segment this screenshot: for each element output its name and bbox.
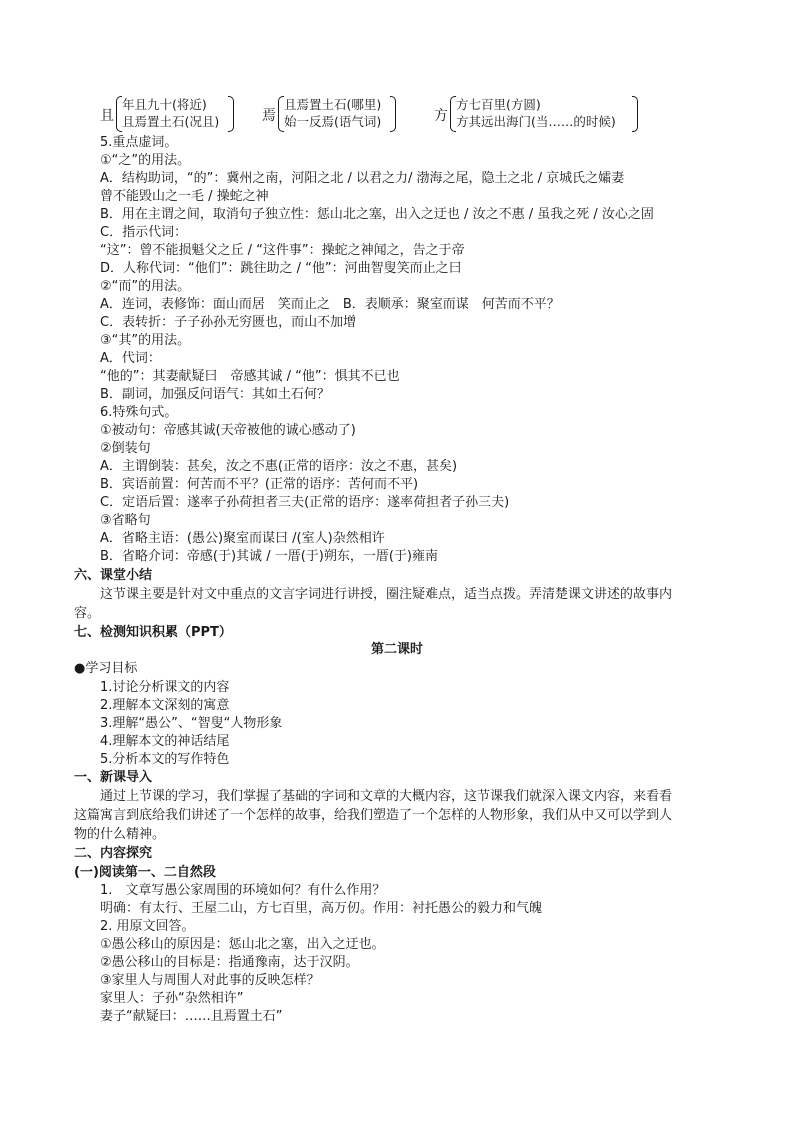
right-brace-icon (228, 96, 234, 132)
group-head: 焉 (262, 108, 276, 124)
group-line: 且焉置土石(况且) (122, 114, 220, 129)
section-heading: 七、检测知识积累（PPT） (74, 625, 232, 640)
question-line: 1. 文章写愚公家周围的环境如何？有什么作用？ (100, 883, 386, 898)
objective-item: 3.理解“愚公”、“智叟“人物形象 (100, 716, 283, 731)
answer-line: ③家里人与周围人对此事的反映怎样？ (100, 973, 320, 988)
text-line: B．省略介词：帝感(于)其诚 / 一厝(于)朔东，一厝(于)雍南 (100, 549, 438, 564)
text-line: D．人称代词：“他们”：跳往助之 / “他”：河曲智叟笑而止之曰 (100, 261, 462, 276)
text-line: ②倒装句 (100, 441, 151, 456)
paragraph-line: 这节课主要是针对文中重点的文言字词进行讲授，圈注疑难点，适当点拨。弄清楚课文讲述的故事内 (100, 587, 673, 602)
group-line: 方七百里(方圆) (456, 97, 541, 112)
text-line: A．省略主语：(愚公)聚室而谋曰 /(室人)杂然相许 (100, 531, 385, 546)
text-line: “他的”：其妻献疑曰 帝感其诚 / “他”：惧其不已也 (100, 369, 400, 384)
group-line: 始一反焉(语气词) (284, 114, 382, 129)
group-line: 方其远出海门(当……的时候) (456, 114, 616, 129)
text-line: C．指示代词： (100, 225, 188, 240)
word-group-yan (262, 96, 402, 132)
paragraph-line: 容。 (74, 606, 101, 621)
right-brace-icon (390, 96, 396, 132)
text-line: ①被动句：帝感其诚(天帝被他的诚心感动了) (100, 423, 356, 438)
paragraph-line: 这篇寓言到底给我们讲述了一个怎样的故事，给我们塑造了一个怎样的人物形象，我们从中又可以学到人 (74, 808, 673, 823)
answer-line: ②愚公移山的目标是：指通豫南，达于汉阴。 (100, 955, 359, 970)
lesson-title: 第二课时 (370, 642, 423, 657)
word-group-qie (100, 96, 240, 132)
paragraph-line: 通过上节课的学习，我们掌握了基础的字词和文章的大概内容，这节课我们就深入课文内容，来看看 (100, 789, 673, 804)
answer-line: 妻子“献疑曰：……且焉置土石” (100, 1009, 283, 1024)
text-line: B．宾语前置：何苦而不平？(正常的语序：苦何而不平) (100, 477, 419, 492)
text-line: A．主谓倒装：甚矣，汝之不惠(正常的语序：汝之不惠，甚矣) (100, 459, 458, 474)
text-line: 曾不能毁山之一毛 / 操蛇之神 (100, 189, 269, 204)
text-line: A．代词： (100, 351, 161, 366)
text-line: 5.重点虚词。 (100, 135, 178, 150)
answer-line: 家里人：子孙“杂然相许” (100, 991, 244, 1006)
objective-item: 5.分析本文的写作特色 (100, 752, 230, 767)
text-line: ③“其”的用法。 (100, 333, 191, 348)
text-line: B．副词，加强反问语气：其如土石何？ (100, 387, 330, 402)
section-heading: 六、课堂小结 (74, 568, 153, 583)
text-line: ②“而”的用法。 (100, 279, 191, 294)
objective-item: 1.讨论分析课文的内容 (100, 680, 230, 695)
paragraph-line: 物的什么精神。 (74, 827, 166, 842)
text-line: C．定语后置：遂率子孙荷担者三夫(正常的语序：遂率荷担者子孙三夫) (100, 495, 510, 510)
subsection-heading: (一)阅读第一、二自然段 (74, 865, 216, 880)
word-group-fang (434, 96, 644, 132)
text-line: ③省略句 (100, 513, 151, 528)
answer-line: ①愚公移山的原因是：惩山北之塞，出入之迂也。 (100, 937, 385, 952)
section-heading: 二、内容探究 (74, 846, 153, 861)
group-head: 且 (100, 108, 114, 124)
text-line: “这”：曾不能损魁父之丘 / “这件事”：操蛇之神闻之，告之于帝 (100, 243, 465, 258)
group-line: 年且九十(将近) (122, 97, 207, 112)
text-line: A．连词，表修饰：面山而居 笑而止之 B．表顺承：聚室而谋 何苦而不平？ (100, 297, 560, 312)
group-head: 方 (434, 108, 448, 124)
section-heading: 一、新课导入 (74, 770, 153, 785)
group-line: 且焉置土石(哪里) (284, 97, 382, 112)
text-line: C．表转折：子子孙孙无穷匮也，而山不加增 (100, 315, 357, 330)
text-line: B．用在主谓之间，取消句子独立性：惩山北之塞，出入之迂也 / 汝之不惠 / 虽我之死 / 汝心之固 (100, 207, 654, 222)
question-line: 2. 用原文回答。 (100, 919, 195, 934)
right-brace-icon (632, 96, 638, 132)
text-line: 6.特殊句式。 (100, 405, 178, 420)
answer-line: 明确：有太行、王屋二山，方七百里，高万仞。作用：衬托愚公的毅力和气魄 (100, 901, 543, 916)
text-line: A．结构助词，“的”：冀州之南，河阳之北 / 以君之力/ 渤海之尾，隐土之北 / 京城氏之孀妻 (100, 171, 625, 186)
objective-item: 4.理解本文的神话结尾 (100, 734, 230, 749)
objective-item: 2.理解本文深刻的寓意 (100, 698, 230, 713)
objectives-heading: ●学习目标 (74, 661, 138, 676)
text-line: ①“之”的用法。 (100, 153, 191, 168)
